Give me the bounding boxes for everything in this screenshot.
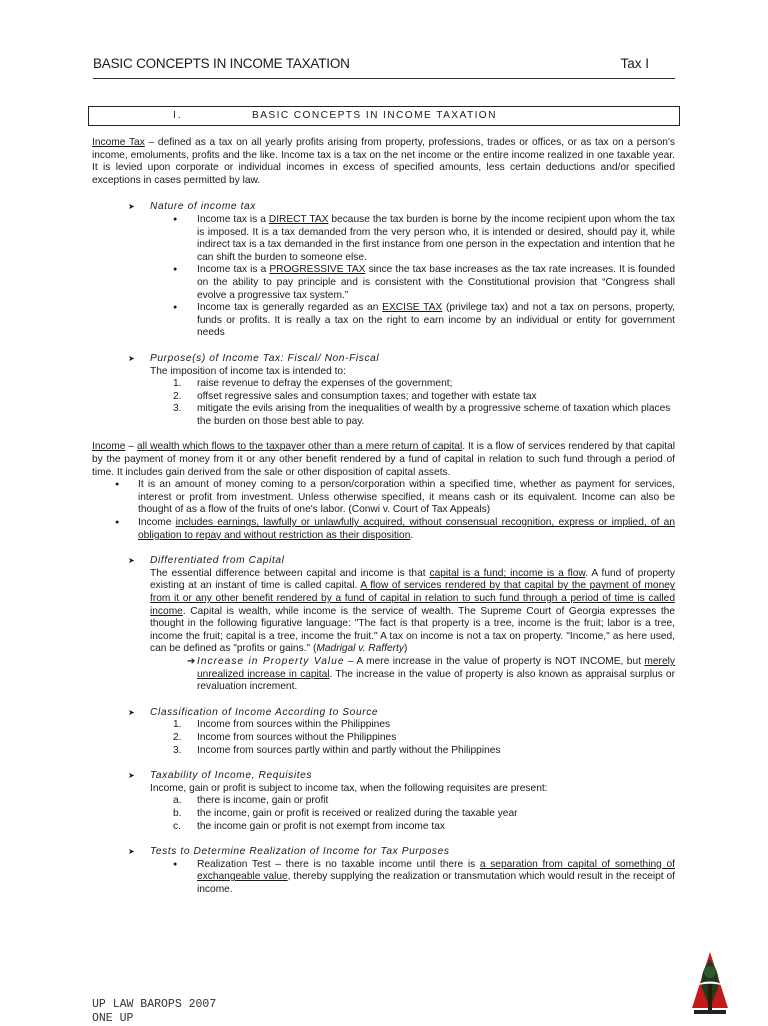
taxability-item: c. the income gain or profit is not exempt from income tax (173, 820, 446, 832)
classification-item: 1. Income from sources within the Philippines (173, 719, 391, 731)
purpose-item: 1. raise revenue to defray the expenses of the government; (173, 378, 453, 390)
document-body (92, 137, 675, 896)
income-tax-definition: Income Tax – defined as a tax on all yearly profits arising from property, professions, trades or offices, or as tax on a person's income, emoluments, profits and the like. Income tax is a tax on the net income or the entire income realized in one taxable year. It is levied upon corporate or individual incomes in excess of specified amounts, less certain deductions and/or specified exceptions in cases permitted by law. (92, 137, 675, 186)
taxability-heading: Taxability of Income, Requisites (150, 770, 313, 782)
bullet-icon: ● (173, 860, 178, 868)
nature-item: ● Income tax is generally regarded as an EXCISE TAX (privilege tax) and not a tax on persons, property, funds or profits. It is really a tax on the right to earn income by an individual or entity for government needs (173, 302, 675, 339)
income-definition: Income – all wealth which flows to the taxpayer other than a mere return of capital. It is a flow of services rendered by that capital by the payment of money from it or any other benefit rendered by a fund of capital in relation to such fund through a period of time. It includes gain derived from the sale or other disposition of capital assets. (92, 441, 676, 478)
differentiated-text: The essential difference between capital and income is that capital is a fund; income is a flow. A fund of property existing at an instant of time is called capital. A flow of services rendered by that capital by the payment of money from it or any other benefit rendered by a fund of capital in relation to such fund through a period of time is called income. Capital is wealth, while income is the service of wealth. The Supreme Court of Georgia expresses the thought in the following figurative language: "The fact is that property is a tree, income is the fruit; labor is a tree, income the fruit; capital is a tree, income the fruit." A tax on income is not a tax on property. "Income," as here used, can be defined as "profits or gains." (Madrigal v. Rafferty) (150, 567, 675, 655)
arrow-bullet-icon: ➤ (128, 202, 135, 212)
header-title: BASIC CONCEPTS IN INCOME TAXATION (93, 56, 350, 71)
footer-line-2: ONE UP (92, 1012, 134, 1025)
nature-heading-row (92, 201, 675, 214)
income-bullet: ● It is an amount of money coming to a person/corporation within a specified time, whether as payment for services, interest or profit from investment. Unless otherwise specified, it means cash or its equivalent. Income can also be thought of as a flow of the fruits of one's labor. (Conwi v. Court of Tax Appeals) (115, 479, 675, 516)
income-bullet: ● Income includes earnings, lawfully or unlawfully acquired, without consensual recognition, express or implied, of an obligation to repay and without restriction as their disposition. (115, 517, 675, 541)
arrow-bullet-icon: ➤ (128, 847, 135, 857)
nature-item: ● Income tax is a PROGRESSIVE TAX since the tax base increases as the tax rate increases. It is founded on the ability to pay principle and is consistent with the Constitutional provision that “Congress shall evolve a progressive tax system.” (173, 264, 675, 301)
arrow-bullet-icon: ➤ (128, 556, 135, 566)
tests-heading-row (92, 846, 675, 859)
purpose-heading: Purpose(s) of Income Tax: Fiscal/ Non-Fiscal (150, 352, 380, 364)
bullet-icon: ● (173, 215, 178, 223)
classification-heading-row (92, 707, 675, 720)
arrow-bullet-icon: ➤ (128, 707, 135, 717)
purpose-intro: The imposition of income tax is intended to: (150, 365, 346, 377)
purpose-item: 3. mitigate the evils arising from the inequalities of wealth by a progressive scheme of taxation which places the burden on those best able to pay. (173, 403, 671, 427)
nature-heading: Nature of income tax (150, 201, 256, 213)
bullet-icon: ● (115, 481, 120, 489)
section-title-box (88, 106, 680, 126)
bullet-icon: ● (173, 266, 178, 274)
arrow-bullet-icon: ➤ (128, 771, 135, 781)
differentiated-heading-row (92, 555, 675, 568)
up-law-logo-icon (688, 950, 732, 1018)
differentiated-heading: Differentiated from Capital (150, 555, 285, 567)
classification-item: 2. Income from sources without the Philippines (173, 731, 397, 743)
income-tax-term: Income Tax (92, 137, 145, 148)
page-footer (92, 998, 216, 1026)
tests-heading: Tests to Determine Realization of Income for Tax Purposes (150, 846, 450, 858)
footer-line-1: UP LAW BAROPS 2007 (92, 998, 217, 1011)
income-term: Income (92, 441, 126, 453)
section-number: I. (173, 110, 183, 121)
purpose-heading-row (92, 353, 675, 366)
bullet-icon: ● (115, 519, 120, 527)
property-value-note: ➔ Increase in Property Value – A mere increase in the value of property is NOT INCOME, but merely unrealized increase in capital. The increase in the value of property is also known as appraisal surplus or revaluation increment. (187, 655, 675, 693)
bullet-icon: ● (173, 304, 178, 312)
taxability-item: b. the income, gain or profit is received or realized during the taxable year (173, 807, 518, 819)
header-course: Tax I (620, 56, 649, 71)
taxability-intro: Income, gain or profit is subject to income tax, when the following requisites are present: (150, 782, 548, 794)
arrow-right-icon: ➔ (187, 655, 196, 667)
taxability-item: a. there is income, gain or profit (173, 795, 329, 807)
taxability-heading-row (92, 770, 675, 783)
classification-heading: Classification of Income According to Source (150, 706, 379, 718)
nature-item: ● Income tax is a DIRECT TAX because the tax burden is borne by the income recipient upon whom the tax is imposed. It is a tax demanded from the very person who, it is intended or desired, should pay it, while indirect tax is a tax demanded in the first instance from one person in the expectation and intention that he can shift the burden to someone else. (173, 213, 676, 263)
classification-item: 3. Income from sources partly within and partly without the Philippines (173, 744, 501, 756)
arrow-bullet-icon: ➤ (128, 353, 135, 363)
tests-item: ● Realization Test – there is no taxable income until there is a separation from capital of something of exchangeable value, thereby supplying the realization or transmutation which would result in the receipt of income. (173, 858, 675, 895)
running-header (93, 58, 675, 79)
section-title: BASIC CONCEPTS IN INCOME TAXATION (252, 110, 497, 121)
purpose-item: 2. offset regressive sales and consumption taxes; and together with estate tax (173, 390, 537, 402)
